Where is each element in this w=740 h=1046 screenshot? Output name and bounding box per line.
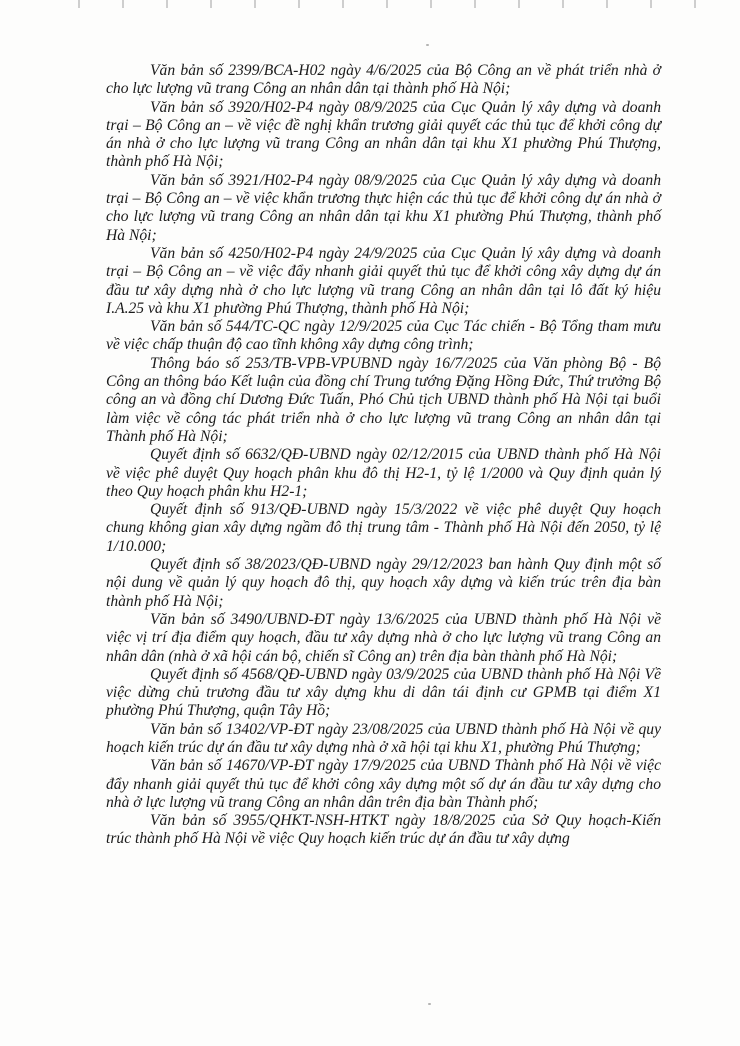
paragraph-1: Văn bản số 2399/BCA-H02 ngày 4/6/2025 của Bộ Công an về phát triển nhà ở cho lực lượng vũ trang Công an nhân dân tại thành phố Hà Nội; bbox=[106, 62, 661, 98]
paragraph-12: Văn bản số 13402/VP-ĐT ngày 23/08/2025 của UBND thành phố Hà Nội về quy hoạch kiến trúc dự án đầu tư xây dựng nhà ở xã hội tại khu X1, phường Phú Thượng; bbox=[106, 720, 661, 756]
paragraph-9: Quyết định số 38/2023/QĐ-UBND ngày 29/12/2023 ban hành Quy định một số nội dung về quản lý quy hoạch đô thị, quy hoạch xây dựng và kiến trúc trên địa bàn thành phố Hà Nội; bbox=[106, 556, 661, 610]
paragraph-13: Văn bản số 14670/VP-ĐT ngày 17/9/2025 của UBND Thành phố Hà Nội về việc đẩy nhanh giải quyết thủ tục để khởi công xây dựng một số dự án đầu tư xây dựng cho nhà ở lực lượng vũ trang Công an nhân dân trên địa bàn Thành phố; bbox=[106, 757, 661, 811]
paragraph-8: Quyết định số 913/QĐ-UBND ngày 15/3/2022 về việc phê duyệt Quy hoạch chung không gian xây dựng ngầm đô thị trung tâm - Thành phố Hà Nội đến 2050, tỷ lệ 1/10.000; bbox=[106, 501, 661, 555]
paragraph-5: Văn bản số 544/TC-QC ngày 12/9/2025 của Cục Tác chiến - Bộ Tổng tham mưu về việc chấp thuận độ cao tĩnh không xây dựng công trình; bbox=[106, 318, 661, 354]
scan-speck bbox=[428, 1003, 431, 1005]
paragraph-2: Văn bản số 3920/H02-P4 ngày 08/9/2025 của Cục Quản lý xây dựng và doanh trại – Bộ Công an – về việc đề nghị khẩn trương giải quyết các thủ tục để khởi công dự án nhà ở cho lực lượng vũ trang Công an nhân dân tại khu X1 phường Phú Thượng, thành phố Hà Nội; bbox=[106, 98, 661, 171]
paragraph-6: Thông báo số 253/TB-VPB-VPUBND ngày 16/7/2025 của Văn phòng Bộ - Bộ Công an thông báo Kết luận của đồng chí Trung tướng Đặng Hồng Đức, Thứ trưởng Bộ công an và đồng chí Dương Đức Tuấn, Phó Chủ tịch UBND thành phố Hà Nội tại buổi làm việc về công tác phát triển nhà ở cho lực lượng vũ trang Công an nhân dân tại Thành phố Hà Nội; bbox=[106, 354, 661, 445]
paragraph-3: Văn bản số 3921/H02-P4 ngày 08/9/2025 của Cục Quản lý xây dựng và doanh trại – Bộ Công an – về việc khẩn trương thực hiện các thủ tục để khởi công dự án nhà ở cho lực lượng vũ trang Công an nhân dân tại khu X1 phường Phú Thượng, thành phố Hà Nội; bbox=[106, 171, 661, 244]
document-body bbox=[106, 62, 661, 849]
scan-speck bbox=[426, 44, 429, 46]
paragraph-7: Quyết định số 6632/QĐ-UBND ngày 02/12/2015 của UBND thành phố Hà Nội về việc phê duyệt Quy hoạch phân khu đô thị H2-1, tỷ lệ 1/2000 và Quy định quản lý theo Quy hoạch phân khu H2-1; bbox=[106, 446, 661, 500]
paragraph-11: Quyết định số 4568/QĐ-UBND ngày 03/9/2025 của UBND thành phố Hà Nội Về việc dừng chủ trương đầu tư xây dựng khu di dân tái định cư GPMB tại điểm X1 phường Phú Thượng, quận Tây Hồ; bbox=[106, 665, 661, 720]
scan-top-edge bbox=[60, 0, 700, 8]
paragraph-14: Văn bản số 3955/QHKT-NSH-HTKT ngày 18/8/2025 của Sở Quy hoạch-Kiến trúc thành phố Hà Nội về việc Quy hoạch kiến trúc dự án đầu tư xây dựng bbox=[106, 812, 661, 848]
paragraph-4: Văn bản số 4250/H02-P4 ngày 24/9/2025 của Cục Quản lý xây dựng và doanh trại – Bộ Công an – về việc đẩy nhanh giải quyết thủ tục để khởi công xây dựng dự án đầu tư xây dựng nhà ở cho lực lượng vũ trang Công an nhân dân tại lô đất ký hiệu I.A.25 và khu X1 phường Phú Thượng, thành phố Hà Nội; bbox=[106, 244, 661, 317]
paragraph-10: Văn bản số 3490/UBND-ĐT ngày 13/6/2025 của UBND thành phố Hà Nội về việc vị trí địa điểm quy hoạch, đầu tư xây dựng nhà ở cho lực lượng vũ trang Công an nhân dân (nhà ở xã hội cán bộ, chiến sĩ Công an) trên địa bàn thành phố Hà Nội; bbox=[106, 610, 661, 665]
